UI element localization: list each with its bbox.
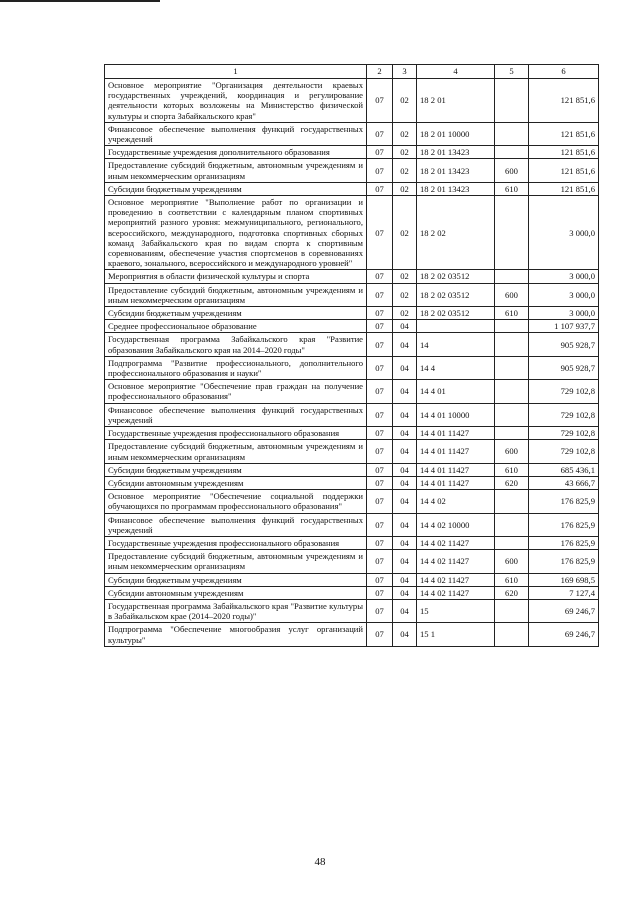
table-row <box>105 536 599 549</box>
section-code-cell: 07 <box>367 623 393 646</box>
amount-cell: 685 436,1 <box>529 463 599 476</box>
expense-type-cell <box>495 146 529 159</box>
row-name-cell: Субсидии бюджетным учреждениям <box>105 463 367 476</box>
table-row <box>105 490 599 513</box>
target-article-cell: 18 2 02 03512 <box>417 283 495 306</box>
section-code-cell: 07 <box>367 536 393 549</box>
subsection-code-cell: 04 <box>393 550 417 573</box>
amount-cell: 729 102,8 <box>529 380 599 403</box>
expense-type-cell <box>495 490 529 513</box>
row-name-cell: Основное мероприятие "Выполнение работ по организации и проведению в соответствии с календарным планом спортивных мероприятий разного уровня: межмуниципального, регионального, всероссийского, международного, подготовка спортивных сборных команд Забайкальского края по видам спорта к спортивным соревнованиям, обеспечение участия спортсменов в соревнованиях краевого, зонального, всероссийского и международного уровней" <box>105 196 367 270</box>
subsection-code-cell: 04 <box>393 599 417 622</box>
row-name-cell: Основное мероприятие "Организация деятельности краевых государственных учреждений, координация и регулирование деятельности которых возложены на Министерство физической культуры и спорта Забайкальского края" <box>105 79 367 123</box>
expense-type-cell <box>495 513 529 536</box>
expense-type-cell: 610 <box>495 573 529 586</box>
amount-cell: 121 851,6 <box>529 182 599 195</box>
amount-cell: 176 825,9 <box>529 550 599 573</box>
amount-cell: 905 928,7 <box>529 333 599 356</box>
section-code-cell: 07 <box>367 320 393 333</box>
amount-cell: 176 825,9 <box>529 513 599 536</box>
target-article-cell: 14 4 02 11427 <box>417 573 495 586</box>
target-article-cell: 18 2 02 03512 <box>417 270 495 283</box>
header-cell-3: 3 <box>393 65 417 79</box>
target-article-cell: 15 <box>417 599 495 622</box>
expense-type-cell: 610 <box>495 307 529 320</box>
header-cell-6: 6 <box>529 65 599 79</box>
target-article-cell: 14 4 01 10000 <box>417 403 495 426</box>
subsection-code-cell: 02 <box>393 270 417 283</box>
section-code-cell: 07 <box>367 122 393 145</box>
section-code-cell: 07 <box>367 463 393 476</box>
table-row <box>105 427 599 440</box>
header-cell-4: 4 <box>417 65 495 79</box>
target-article-cell: 18 2 01 13423 <box>417 146 495 159</box>
expense-type-cell: 620 <box>495 586 529 599</box>
page-number: 48 <box>314 856 326 868</box>
table-row <box>105 79 599 123</box>
subsection-code-cell: 04 <box>393 623 417 646</box>
expense-type-cell <box>495 320 529 333</box>
table-row <box>105 550 599 573</box>
expense-type-cell: 610 <box>495 463 529 476</box>
target-article-cell: 14 4 02 11427 <box>417 550 495 573</box>
expense-type-cell: 620 <box>495 476 529 489</box>
table-row <box>105 513 599 536</box>
row-name-cell: Субсидии бюджетным учреждениям <box>105 182 367 195</box>
section-code-cell: 07 <box>367 490 393 513</box>
section-code-cell: 07 <box>367 599 393 622</box>
table-row <box>105 320 599 333</box>
header-cell-2: 2 <box>367 65 393 79</box>
amount-cell: 729 102,8 <box>529 403 599 426</box>
amount-cell: 121 851,6 <box>529 122 599 145</box>
row-name-cell: Предоставление субсидий бюджетным, автономным учреждениям и иным некоммерческим организациям <box>105 159 367 182</box>
target-article-cell: 14 4 02 <box>417 490 495 513</box>
table-body <box>105 79 599 647</box>
subsection-code-cell: 04 <box>393 586 417 599</box>
target-article-cell: 14 4 02 11427 <box>417 536 495 549</box>
row-name-cell: Государственные учреждения профессионального образования <box>105 427 367 440</box>
amount-cell: 121 851,6 <box>529 159 599 182</box>
amount-cell: 7 127,4 <box>529 586 599 599</box>
section-code-cell: 07 <box>367 146 393 159</box>
section-code-cell: 07 <box>367 476 393 489</box>
target-article-cell: 14 4 02 10000 <box>417 513 495 536</box>
row-name-cell: Финансовое обеспечение выполнения функций государственных учреждений <box>105 403 367 426</box>
table-row <box>105 476 599 489</box>
subsection-code-cell: 04 <box>393 476 417 489</box>
subsection-code-cell: 02 <box>393 283 417 306</box>
section-code-cell: 07 <box>367 513 393 536</box>
amount-cell: 1 107 937,7 <box>529 320 599 333</box>
table-row <box>105 599 599 622</box>
table-row <box>105 122 599 145</box>
target-article-cell: 14 4 <box>417 356 495 379</box>
row-name-cell: Мероприятия в области физической культуры и спорта <box>105 270 367 283</box>
header-cell-1: 1 <box>105 65 367 79</box>
table-row <box>105 623 599 646</box>
expense-type-cell <box>495 79 529 123</box>
row-name-cell: Подпрограмма "Развитие профессионального, дополнительного профессионального образования и науки" <box>105 356 367 379</box>
expense-type-cell <box>495 403 529 426</box>
row-name-cell: Субсидии автономным учреждениям <box>105 586 367 599</box>
table-row <box>105 307 599 320</box>
table-row <box>105 403 599 426</box>
table-row <box>105 182 599 195</box>
table-row <box>105 283 599 306</box>
amount-cell: 729 102,8 <box>529 440 599 463</box>
subsection-code-cell: 02 <box>393 122 417 145</box>
row-name-cell: Финансовое обеспечение выполнения функций государственных учреждений <box>105 513 367 536</box>
target-article-cell <box>417 320 495 333</box>
target-article-cell: 14 4 01 11427 <box>417 463 495 476</box>
expense-type-cell: 600 <box>495 283 529 306</box>
target-article-cell: 14 <box>417 333 495 356</box>
target-article-cell: 14 4 01 <box>417 380 495 403</box>
expense-type-cell: 610 <box>495 182 529 195</box>
row-name-cell: Государственные учреждения дополнительного образования <box>105 146 367 159</box>
amount-cell: 905 928,7 <box>529 356 599 379</box>
amount-cell: 176 825,9 <box>529 536 599 549</box>
expense-type-cell <box>495 122 529 145</box>
section-code-cell: 07 <box>367 427 393 440</box>
subsection-code-cell: 04 <box>393 536 417 549</box>
row-name-cell: Среднее профессиональное образование <box>105 320 367 333</box>
expense-type-cell <box>495 427 529 440</box>
top-rule <box>0 0 160 2</box>
target-article-cell: 18 2 02 <box>417 196 495 270</box>
section-code-cell: 07 <box>367 333 393 356</box>
target-article-cell: 15 1 <box>417 623 495 646</box>
row-name-cell: Государственная программа Забайкальского края "Развитие культуры в Забайкальском крае (2014–2020 годы)" <box>105 599 367 622</box>
table-row <box>105 463 599 476</box>
table-row <box>105 159 599 182</box>
row-name-cell: Государственные учреждения профессионального образования <box>105 536 367 549</box>
amount-cell: 43 666,7 <box>529 476 599 489</box>
subsection-code-cell: 02 <box>393 182 417 195</box>
section-code-cell: 07 <box>367 550 393 573</box>
amount-cell: 121 851,6 <box>529 146 599 159</box>
table-row <box>105 270 599 283</box>
section-code-cell: 07 <box>367 196 393 270</box>
section-code-cell: 07 <box>367 356 393 379</box>
table-row <box>105 573 599 586</box>
expense-type-cell <box>495 196 529 270</box>
expense-type-cell <box>495 536 529 549</box>
subsection-code-cell: 02 <box>393 196 417 270</box>
amount-cell: 729 102,8 <box>529 427 599 440</box>
row-name-cell: Предоставление субсидий бюджетным, автономным учреждениям и иным некоммерческим организациям <box>105 440 367 463</box>
target-article-cell: 18 2 01 13423 <box>417 159 495 182</box>
amount-cell: 69 246,7 <box>529 599 599 622</box>
row-name-cell: Субсидии бюджетным учреждениям <box>105 307 367 320</box>
row-name-cell: Основное мероприятие "Обеспечение социальной поддержки обучающихся по программам профессионального образования" <box>105 490 367 513</box>
row-name-cell: Предоставление субсидий бюджетным, автономным учреждениям и иным некоммерческим организациям <box>105 283 367 306</box>
amount-cell: 121 851,6 <box>529 79 599 123</box>
table-row <box>105 146 599 159</box>
expense-type-cell <box>495 356 529 379</box>
subsection-code-cell: 04 <box>393 427 417 440</box>
subsection-code-cell: 04 <box>393 333 417 356</box>
expense-type-cell: 600 <box>495 550 529 573</box>
amount-cell: 69 246,7 <box>529 623 599 646</box>
row-name-cell: Финансовое обеспечение выполнения функций государственных учреждений <box>105 122 367 145</box>
subsection-code-cell: 02 <box>393 307 417 320</box>
row-name-cell: Субсидии автономным учреждениям <box>105 476 367 489</box>
target-article-cell: 14 4 01 11427 <box>417 476 495 489</box>
row-name-cell: Подпрограмма "Обеспечение многообразия услуг организаций культуры" <box>105 623 367 646</box>
amount-cell: 3 000,0 <box>529 196 599 270</box>
section-code-cell: 07 <box>367 159 393 182</box>
table-row <box>105 440 599 463</box>
subsection-code-cell: 04 <box>393 463 417 476</box>
expense-type-cell: 600 <box>495 159 529 182</box>
table-row <box>105 196 599 270</box>
amount-cell: 169 698,5 <box>529 573 599 586</box>
section-code-cell: 07 <box>367 380 393 403</box>
subsection-code-cell: 04 <box>393 403 417 426</box>
table-row <box>105 356 599 379</box>
subsection-code-cell: 04 <box>393 320 417 333</box>
target-article-cell: 18 2 01 <box>417 79 495 123</box>
row-name-cell: Субсидии бюджетным учреждениям <box>105 573 367 586</box>
amount-cell: 3 000,0 <box>529 307 599 320</box>
budget-table-container <box>104 64 598 647</box>
section-code-cell: 07 <box>367 283 393 306</box>
subsection-code-cell: 02 <box>393 159 417 182</box>
target-article-cell: 14 4 02 11427 <box>417 586 495 599</box>
amount-cell: 3 000,0 <box>529 270 599 283</box>
section-code-cell: 07 <box>367 79 393 123</box>
section-code-cell: 07 <box>367 403 393 426</box>
row-name-cell: Основное мероприятие "Обеспечение прав граждан на получение профессионального образования" <box>105 380 367 403</box>
amount-cell: 176 825,9 <box>529 490 599 513</box>
target-article-cell: 14 4 01 11427 <box>417 427 495 440</box>
expense-type-cell <box>495 270 529 283</box>
section-code-cell: 07 <box>367 573 393 586</box>
section-code-cell: 07 <box>367 440 393 463</box>
expense-type-cell <box>495 333 529 356</box>
section-code-cell: 07 <box>367 270 393 283</box>
target-article-cell: 18 2 01 13423 <box>417 182 495 195</box>
target-article-cell: 18 2 01 10000 <box>417 122 495 145</box>
table-row <box>105 333 599 356</box>
section-code-cell: 07 <box>367 182 393 195</box>
row-name-cell: Государственная программа Забайкальского края "Развитие образования Забайкальского края на 2014–2020 годы" <box>105 333 367 356</box>
target-article-cell: 14 4 01 11427 <box>417 440 495 463</box>
amount-cell: 3 000,0 <box>529 283 599 306</box>
subsection-code-cell: 02 <box>393 146 417 159</box>
subsection-code-cell: 04 <box>393 356 417 379</box>
section-code-cell: 07 <box>367 307 393 320</box>
subsection-code-cell: 04 <box>393 490 417 513</box>
row-name-cell: Предоставление субсидий бюджетным, автономным учреждениям и иным некоммерческим организациям <box>105 550 367 573</box>
target-article-cell: 18 2 02 03512 <box>417 307 495 320</box>
section-code-cell: 07 <box>367 586 393 599</box>
subsection-code-cell: 02 <box>393 79 417 123</box>
header-row <box>105 65 599 79</box>
expense-type-cell: 600 <box>495 440 529 463</box>
subsection-code-cell: 04 <box>393 573 417 586</box>
budget-table <box>104 64 599 647</box>
subsection-code-cell: 04 <box>393 440 417 463</box>
table-row <box>105 380 599 403</box>
expense-type-cell <box>495 599 529 622</box>
expense-type-cell <box>495 380 529 403</box>
subsection-code-cell: 04 <box>393 513 417 536</box>
subsection-code-cell: 04 <box>393 380 417 403</box>
header-cell-5: 5 <box>495 65 529 79</box>
expense-type-cell <box>495 623 529 646</box>
table-row <box>105 586 599 599</box>
